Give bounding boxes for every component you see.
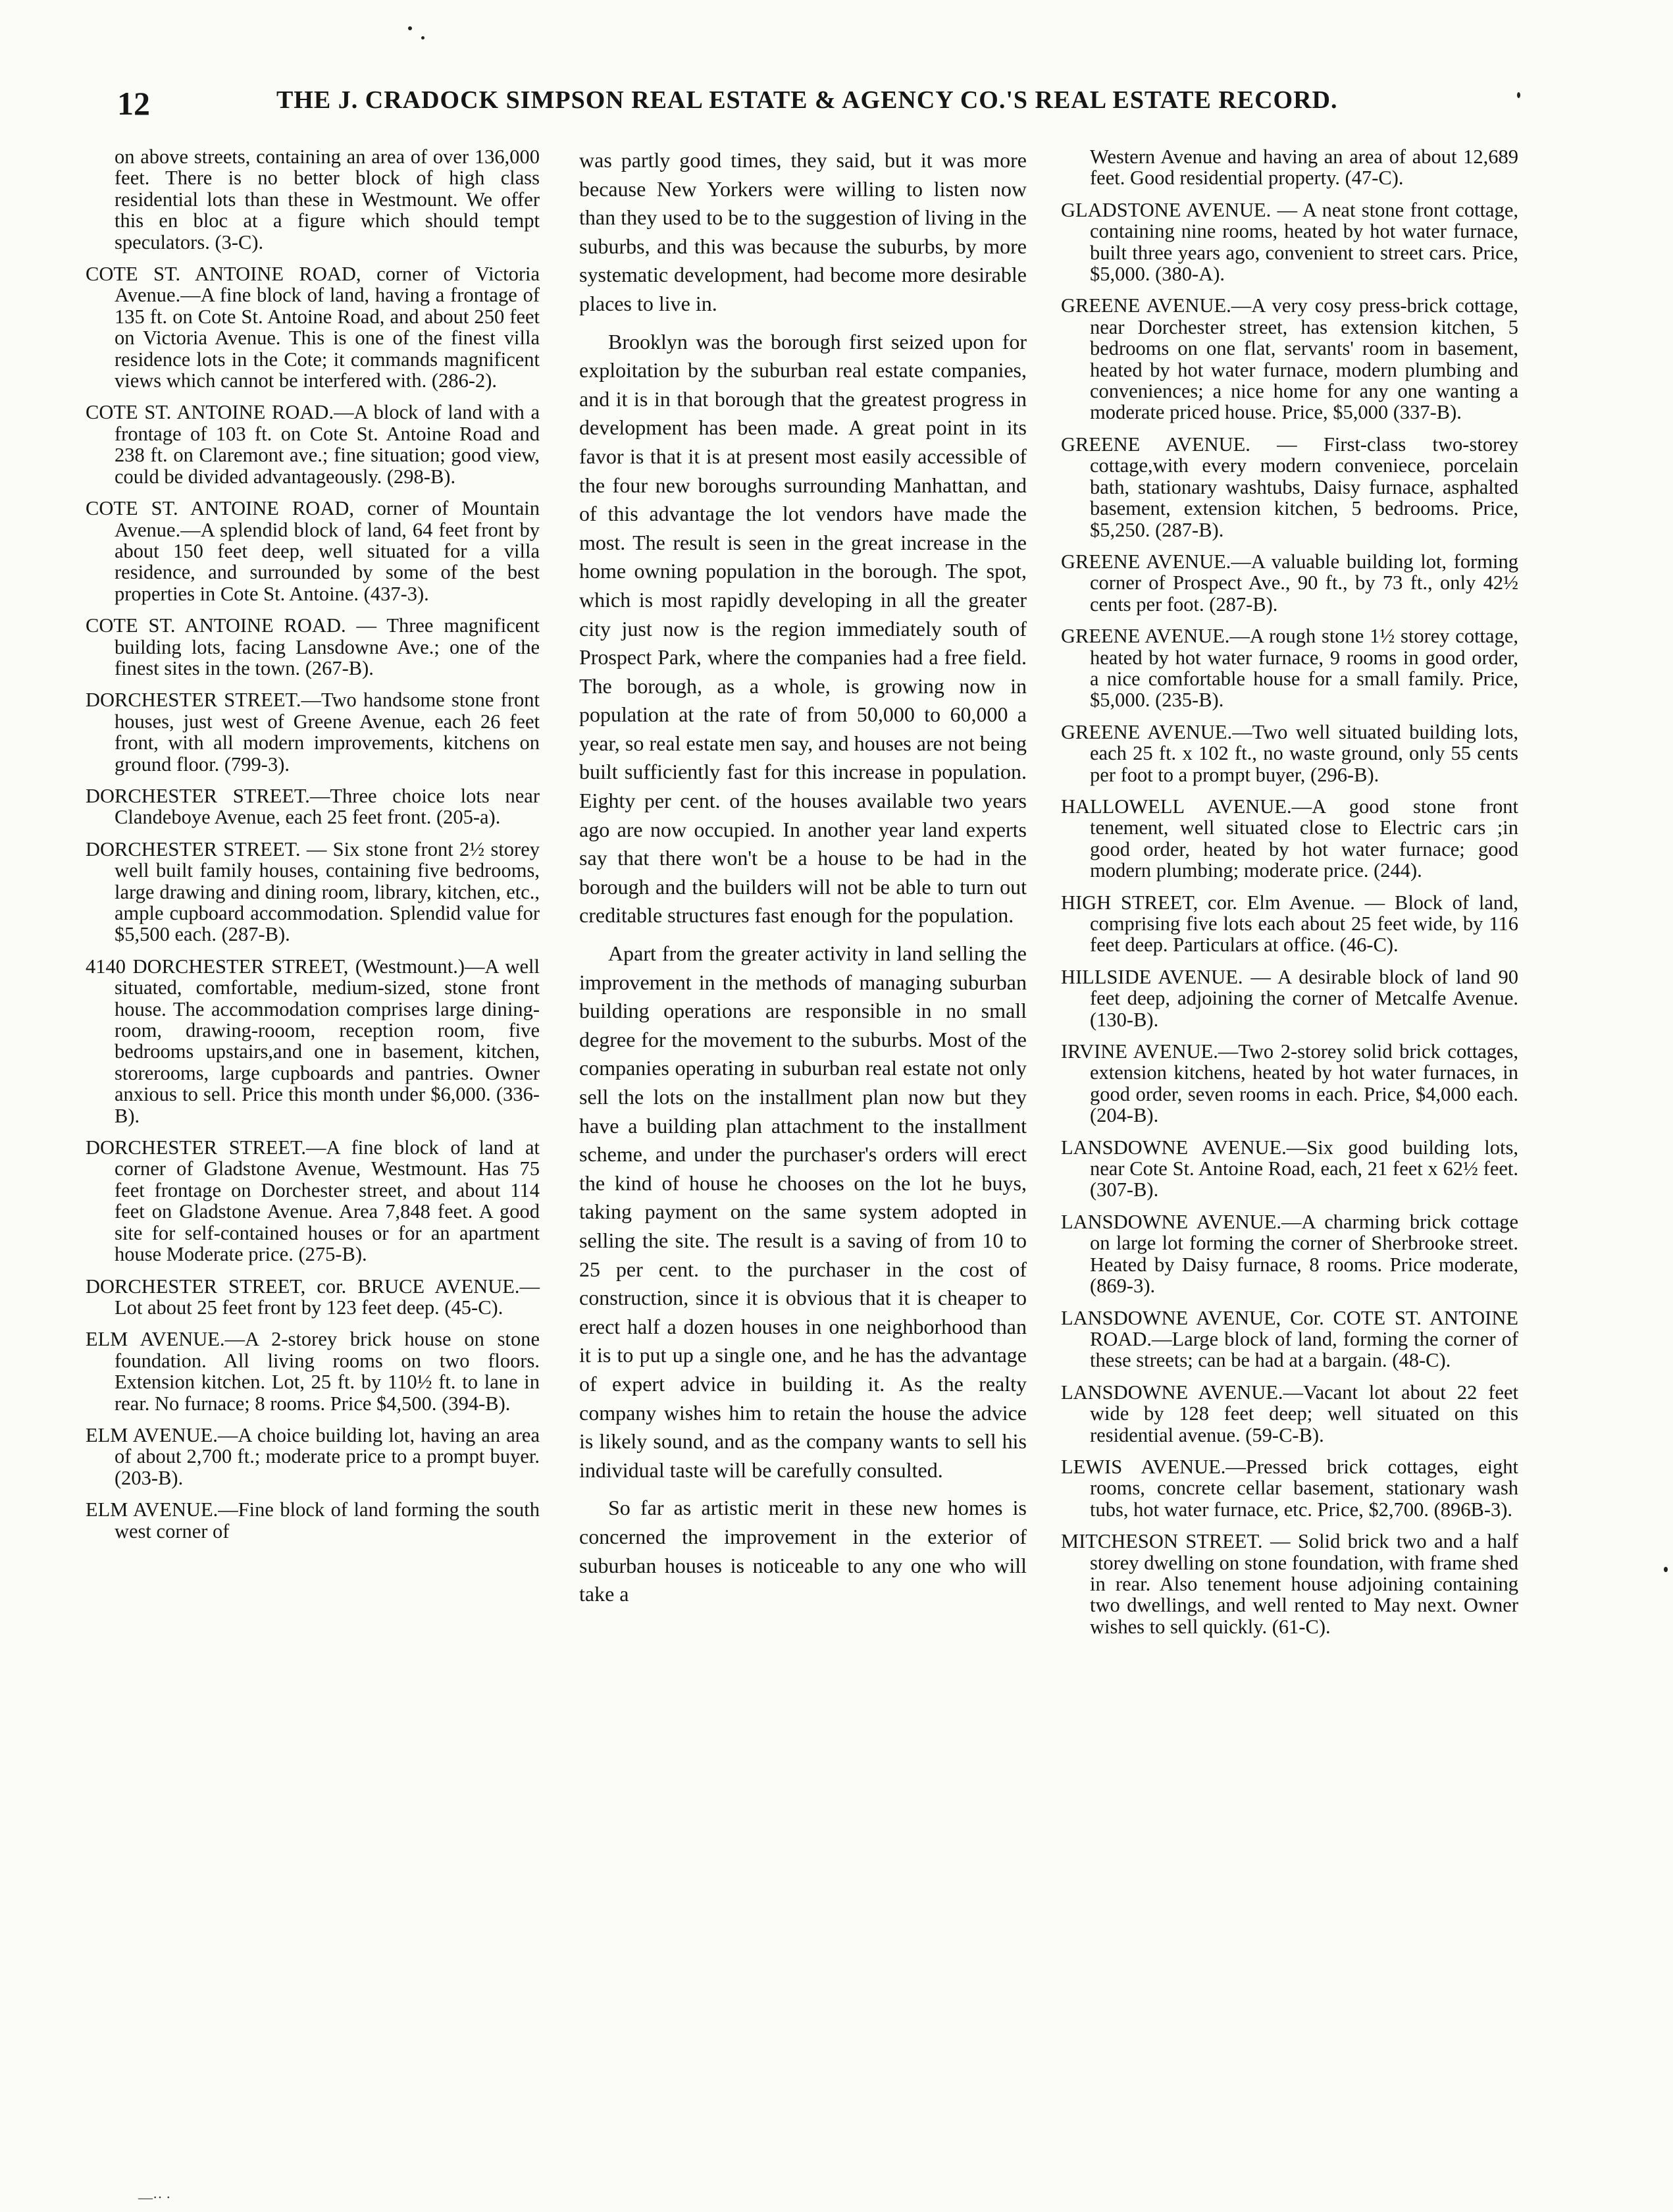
listing-entry: ELM AVENUE.—A choice building lot, having an area of about 2,700 ft.; moderate price to a prompt buyer. (203-B). xyxy=(86,1423,540,1489)
listing-entry: LEWIS AVENUE.—Pressed brick cottages, eight rooms, concrete cellar basement, stationary wash tubs, hot water furnace, etc. Price, $2,700. (896B-3). xyxy=(1061,1455,1518,1521)
right-column xyxy=(1061,146,1518,1648)
listing-entry: ELM AVENUE.—A 2-storey brick house on stone foundation. All living rooms on two floors. Extension kitchen. Lot, 25 ft. by 110½ ft. to lane in rear. No furnace; 8 rooms. Price $4,500. (394-B). xyxy=(86,1328,540,1415)
middle-column xyxy=(579,146,1027,1618)
listing-entry: DORCHESTER STREET.—Three choice lots near Clandeboye Avenue, each 25 feet front. (205-a). xyxy=(86,784,540,829)
listing-entry: Western Avenue and having an area of about 12,689 feet. Good residential property. (47-C). xyxy=(1090,145,1518,190)
page-number: 12 xyxy=(117,85,150,122)
listing-entry: DORCHESTER STREET, cor. BRUCE AVENUE.—Lot about 25 feet front by 123 feet deep. (45-C). xyxy=(86,1275,540,1319)
running-head: THE J. CRADOCK SIMPSON REAL ESTATE & AGENCY CO.'S REAL ESTATE RECORD. xyxy=(276,86,1338,114)
article-paragraph: Apart from the greater activity in land selling the improvement in the methods of managing suburban building operations are responsible in no small degree for the movement to the suburbs. Most of the companies operating in suburban real estate not only sell the lots on the installment plan now but they have a building plan attachment to the installment scheme, and under the purchaser's orders will erect the kind of house he chooses on the lot he buys, taking payment on the same system adopted in selling the site. The result is a saving of from 10 to 25 per cent. to the purchaser in the cost of construction, since it is obvious that it is cheaper to erect half a dozen houses in one neighborhood than it is to put up a single one, and he has the advantage of expert advice in building it. As the realty company wishes him to retain the house the advice is likely sound, and as the company wants to sell his individual taste will be carefully consulted. xyxy=(579,941,1027,1482)
speck-1 xyxy=(408,26,412,30)
listing-entry: DORCHESTER STREET. — Six stone front 2½ storey well built family houses, containing five bedrooms, large drawing and dining room, library, kitchen, etc., ample cupboard accommodation. Splendid value for $5,500 each. (287-B). xyxy=(86,837,540,946)
listing-entry: MITCHESON STREET. — Solid brick two and a half storey dwelling on stone foundation, with frame shed in rear. Also tenement house adjoining containing two dwellings, and well rented to May next. Owner wishes to sell quickly. (61-C). xyxy=(1061,1530,1518,1638)
listing-entry: HIGH STREET, cor. Elm Avenue. — Block of land, comprising five lots each about 25 feet wide, by 116 feet deep. Particulars at office. (46-C). xyxy=(1061,891,1518,957)
listing-entry: GREENE AVENUE.—A very cosy press-brick cottage, near Dorchester street, has extension kitchen, 5 bedrooms on one flat, servants' room in basement, heated by hot water furnace, modern plumbing and conveniences; a nice home for any one wanting a moderate priced house. Price, $5,000 (337-B). xyxy=(1061,294,1518,424)
listing-entry: on above streets, containing an area of over 136,000 feet. There is no better block of high class residential lots than these in Westmount. We offer this en bloc at a figure which should tempt speculators. (3-C). xyxy=(115,145,540,253)
footer-mark: —·· · xyxy=(138,2189,171,2205)
listing-entry: ELM AVENUE.—Fine block of land forming the south west corner of xyxy=(86,1498,540,1542)
article-paragraph: Brooklyn was the borough first seized upon for exploitation by the suburban real estate companies, and it is in that borough that the greatest progress in development has been made. A great point in its favor is that it is at present most easily accessible of the four new boroughs surrounding Manhattan, and of this advantage the lot vendors have made the most. The result is seen in the great increase in the home owning population in the borough. The spot, which is most rapidly developing in all the greater city just now is the region immediately south of Prospect Park, where the companies had a free field. The borough, as a whole, is growing now in population at the rate of from 50,000 to 60,000 a year, so real estate men say, and houses are not being built sufficiently fast for this increase in population. Eighty per cent. of the houses available two years ago are now occupied. In another year land experts say that there won't be a house to be had in the borough and the builders will not be able to turn out creditable structures fast enough for the population. xyxy=(579,329,1027,928)
listing-entry: HALLOWELL AVENUE.—A good stone front tenement, well situated close to Electric cars ;in good order, heated by hot water furnace; good modern plumbing; moderate price. (244). xyxy=(1061,795,1518,882)
article-paragraph: was partly good times, they said, but it was more because New Yorkers were willing to listen now than they used to be to the suggestion of living in the suburbs, and this was because the suburbs, by more systematic development, had become more desirable places to live in. xyxy=(579,148,1027,315)
listing-entry: GREENE AVENUE.—A valuable building lot, forming corner of Prospect Ave., 90 ft., by 73 ft., only 42½ cents per foot. (287-B). xyxy=(1061,550,1518,616)
listing-entry: 4140 DORCHESTER STREET, (Westmount.)—A well situated, comfortable, medium-sized, stone front house. The accommodation comprises large dining-room, drawing-rooom, reception room, five bedrooms upstairs,and one in basement, kitchen, storerooms, large cupboards and pantries. Owner anxious to sell. Price this month under $6,000. (336-B). xyxy=(86,955,540,1127)
speck-4 xyxy=(1664,1567,1668,1572)
listing-entry: LANSDOWNE AVENUE.—Vacant lot about 22 feet wide by 128 feet deep; well situated on this residential avenue. (59-C-B). xyxy=(1061,1381,1518,1446)
listing-entry: GLADSTONE AVENUE. — A neat stone front cottage, containing nine rooms, heated by hot water furnace, built three years ago, convenient to street cars. Price, $5,000. (380-A). xyxy=(1061,198,1518,286)
speck-2 xyxy=(421,36,425,40)
article-paragraph: So far as artistic merit in these new homes is concerned the improvement in the exterior of suburban houses is noticeable to any one who will take a xyxy=(579,1496,1027,1606)
listing-entry: DORCHESTER STREET.—A fine block of land at corner of Gladstone Avenue, Westmount. Has 75 feet frontage on Dorchester street, and about 114 feet on Gladstone Avenue. Area 7,848 feet. A good site for self-contained houses or for an apartment house Moderate price. (275-B). xyxy=(86,1136,540,1266)
listing-entry: COTE ST. ANTOINE ROAD, corner of Victoria Avenue.—A fine block of land, having a frontage of 135 ft. on Cote St. Antoine Road, and about 250 feet on Victoria Avenue. This is one of the finest villa residence lots in the Cote; it commands magnificent views which cannot be interfered with. (286-2). xyxy=(86,263,540,392)
listing-entry: HILLSIDE AVENUE. — A desirable block of land 90 feet deep, adjoining the corner of Metcalfe Avenue. (130-B). xyxy=(1061,965,1518,1031)
listing-entry: COTE ST. ANTOINE ROAD.—A block of land with a frontage of 103 ft. on Cote St. Antoine Road and 238 ft. on Claremont ave.; fine situation; good view, could be divided advantageously. (298-B). xyxy=(86,401,540,488)
listing-entry: IRVINE AVENUE.—Two 2-storey solid brick cottages, extension kitchens, heated by hot water furnaces, in good order, seven rooms in each. Price, $4,000 each. (204-B). xyxy=(1061,1040,1518,1127)
listing-entry: LANSDOWNE AVENUE.—Six good building lots, near Cote St. Antoine Road, each, 21 feet x 62½ feet. (307-B). xyxy=(1061,1136,1518,1201)
left-column xyxy=(86,146,540,1552)
listing-entry: DORCHESTER STREET.—Two handsome stone front houses, just west of Greene Avenue, each 26 feet front, with all modern improvements, kitchens on ground floor. (799-3). xyxy=(86,689,540,776)
listing-entry: COTE ST. ANTOINE ROAD, corner of Mountain Avenue.—A splendid block of land, 64 feet front by about 150 feet deep, well situated for a villa residence, and surrounded by some of the best properties in Cote St. Antoine. (437-3). xyxy=(86,497,540,605)
listing-entry: GREENE AVENUE. — First-class two-storey cottage,with every modern conveniece, porcelain bath, stationary washtubs, Daisy furnace, asphalted basement, extension kitchen, 5 bedrooms. Price, $5,250. (287-B). xyxy=(1061,433,1518,541)
listing-entry: COTE ST. ANTOINE ROAD. — Three magnificent building lots, facing Lansdowne Ave.; one of the finest sites in the town. (267-B). xyxy=(86,614,540,679)
listing-entry: LANSDOWNE AVENUE, Cor. COTE ST. ANTOINE ROAD.—Large block of land, forming the corner of these streets; can be had at a bargain. (48-C). xyxy=(1061,1306,1518,1372)
speck-3 xyxy=(1517,92,1520,98)
listing-entry: GREENE AVENUE.—Two well situated building lots, each 25 ft. x 102 ft., no waste ground, only 55 cents per foot to a prompt buyer, (296-B). xyxy=(1061,720,1518,786)
listing-entry: LANSDOWNE AVENUE.—A charming brick cottage on large lot forming the corner of Sherbrooke street. Heated by Daisy furnace, 8 rooms. Price moderate, (869-3). xyxy=(1061,1210,1518,1298)
listing-entry: GREENE AVENUE.—A rough stone 1½ storey cottage, heated by hot water furnace, 9 rooms in good order, a nice comfortable house for a small family. Price, $5,000. (235-B). xyxy=(1061,625,1518,712)
